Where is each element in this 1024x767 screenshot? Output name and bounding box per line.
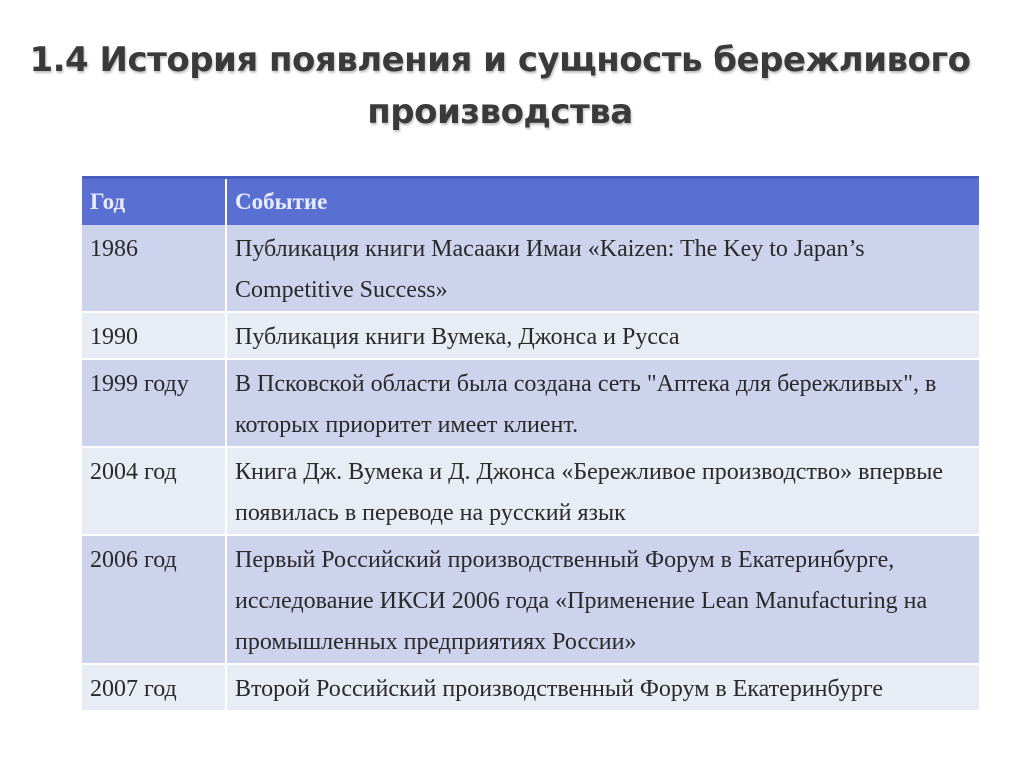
row-year: 2007 год [82,664,226,711]
history-table [82,176,979,712]
table-row [82,447,979,535]
table-row [82,535,979,664]
row-event: Книга Дж. Вумека и Д. Джонса «Бережливое производство» впервые появилась в переводе на русский язык [226,447,979,535]
history-table-container [82,176,979,702]
table-header-row [82,178,979,226]
row-year: 1986 [82,225,226,312]
table-row [82,664,979,711]
table-row [82,225,979,312]
table-row [82,359,979,447]
page-title [0,34,1000,138]
column-header-year: Год [82,178,226,226]
row-event: Первый Российский производственный Форум в Екатеринбурге, исследование ИКСИ 2006 года «Применение Lean Manufacturing на промышленных предприятиях России» [226,535,979,664]
row-event: В Псковской области была создана сеть "Аптека для бережливых", в которых приоритет имеет клиент. [226,359,979,447]
row-year: 2004 год [82,447,226,535]
row-year: 1990 [82,312,226,359]
row-year: 2006 год [82,535,226,664]
row-event: Публикация книги Масааки Имаи «Kaizen: The Key to Japan’s Competitive Success» [226,225,979,312]
table-row [82,312,979,359]
row-year: 1999 году [82,359,226,447]
title-line-2: производства [367,92,633,132]
column-header-event: Событие [226,178,979,226]
title-line-1: 1.4 История появления и сущность бережливого [29,40,971,80]
row-event: Публикация книги Вумека, Джонса и Русса [226,312,979,359]
row-event: Второй Российский производственный Форум в Екатеринбурге [226,664,979,711]
